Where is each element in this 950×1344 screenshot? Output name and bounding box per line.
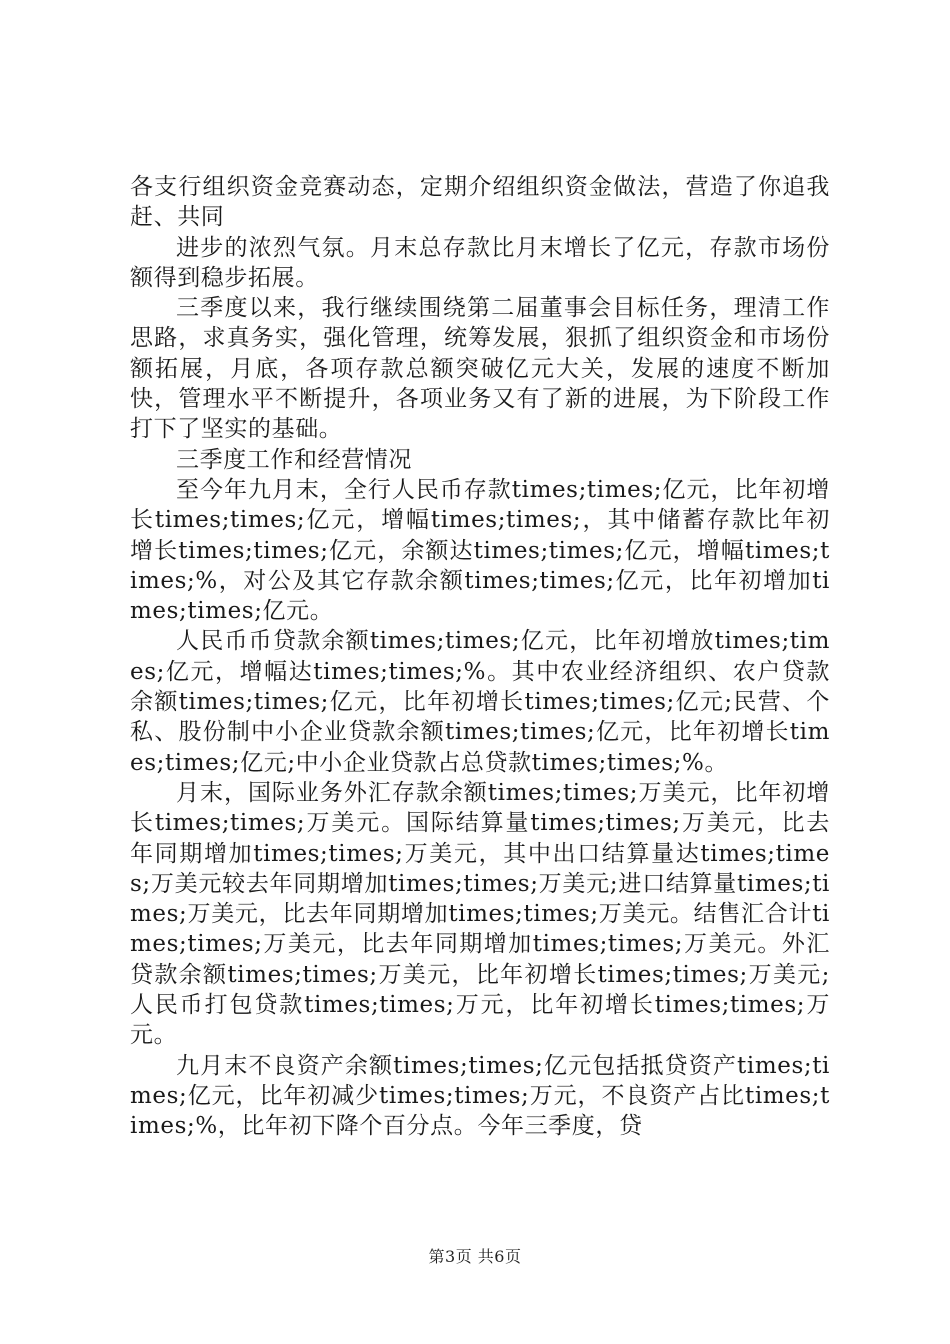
paragraph-nonperforming: 九月末不良资产余额times;times;亿元包括抵贷资产times;times;亿元，比年初减少times;times;万元，不良资产占比times;times;%，比年初下降个百分点。今年三季度，贷 [130, 1052, 830, 1140]
paragraph-deposits: 至今年九月末，全行人民币存款times;times;亿元，比年初增长times;times;亿元，增幅times;times;，其中储蓄存款比年初增长times;times;亿元，余额达times;times;亿元，增幅times;times;%，对公及其它存款余额times;times;亿元，比年初增加times;times;亿元。 [130, 476, 830, 625]
paragraph-2: 进步的浓烈气氛。月末总存款比月末增长了亿元，存款市场份额得到稳步拓展。 [130, 234, 830, 291]
paragraph-international: 月末，国际业务外汇存款余额times;times;万美元，比年初增长times;times;万美元。国际结算量times;times;万美元，比去年同期增加times;times;万美元，其中出口结算量达times;times;万美元较去年同期增加times;times;万美元;进口结算量times;times;万美元，比去年同期增加times;times;万美元。结售汇合计times;times;万美元，比去年同期增加times;times;万美元。外汇贷款余额times;times;万美元，比年初增长times;times;万美元;人民币打包贷款times;times;万元，比年初增长times;times;万元。 [130, 779, 830, 1049]
paragraph-1: 各支行组织资金竞赛动态，定期介绍组织资金做法，营造了你追我赶、共同 [130, 174, 830, 231]
document-body [130, 172, 830, 1142]
page-number: 第3页 共6页 [428, 1247, 522, 1266]
paragraph-3: 三季度以来，我行继续围绕第二届董事会目标任务，理清工作思路，求真务实，强化管理，统筹发展，狠抓了组织资金和市场份额拓展，月底，各项存款总额突破亿元大关，发展的速度不断加快，管理水平不断提升，各项业务又有了新的进展，为下阶段工作打下了坚实的基础。 [130, 295, 830, 443]
section-heading: 三季度工作和经营情况 [176, 446, 412, 473]
paragraph-loans: 人民币币贷款余额times;times;亿元，比年初增放times;times;亿元，增幅达times;times;%。其中农业经济组织、农户贷款余额times;times;亿元，比年初增长times;times;亿元;民营、个私、股份制中小企业贷款余额times;times;亿元，比年初增长times;times;亿元;中小企业贷款占总贷款times;times;%。 [130, 628, 830, 776]
